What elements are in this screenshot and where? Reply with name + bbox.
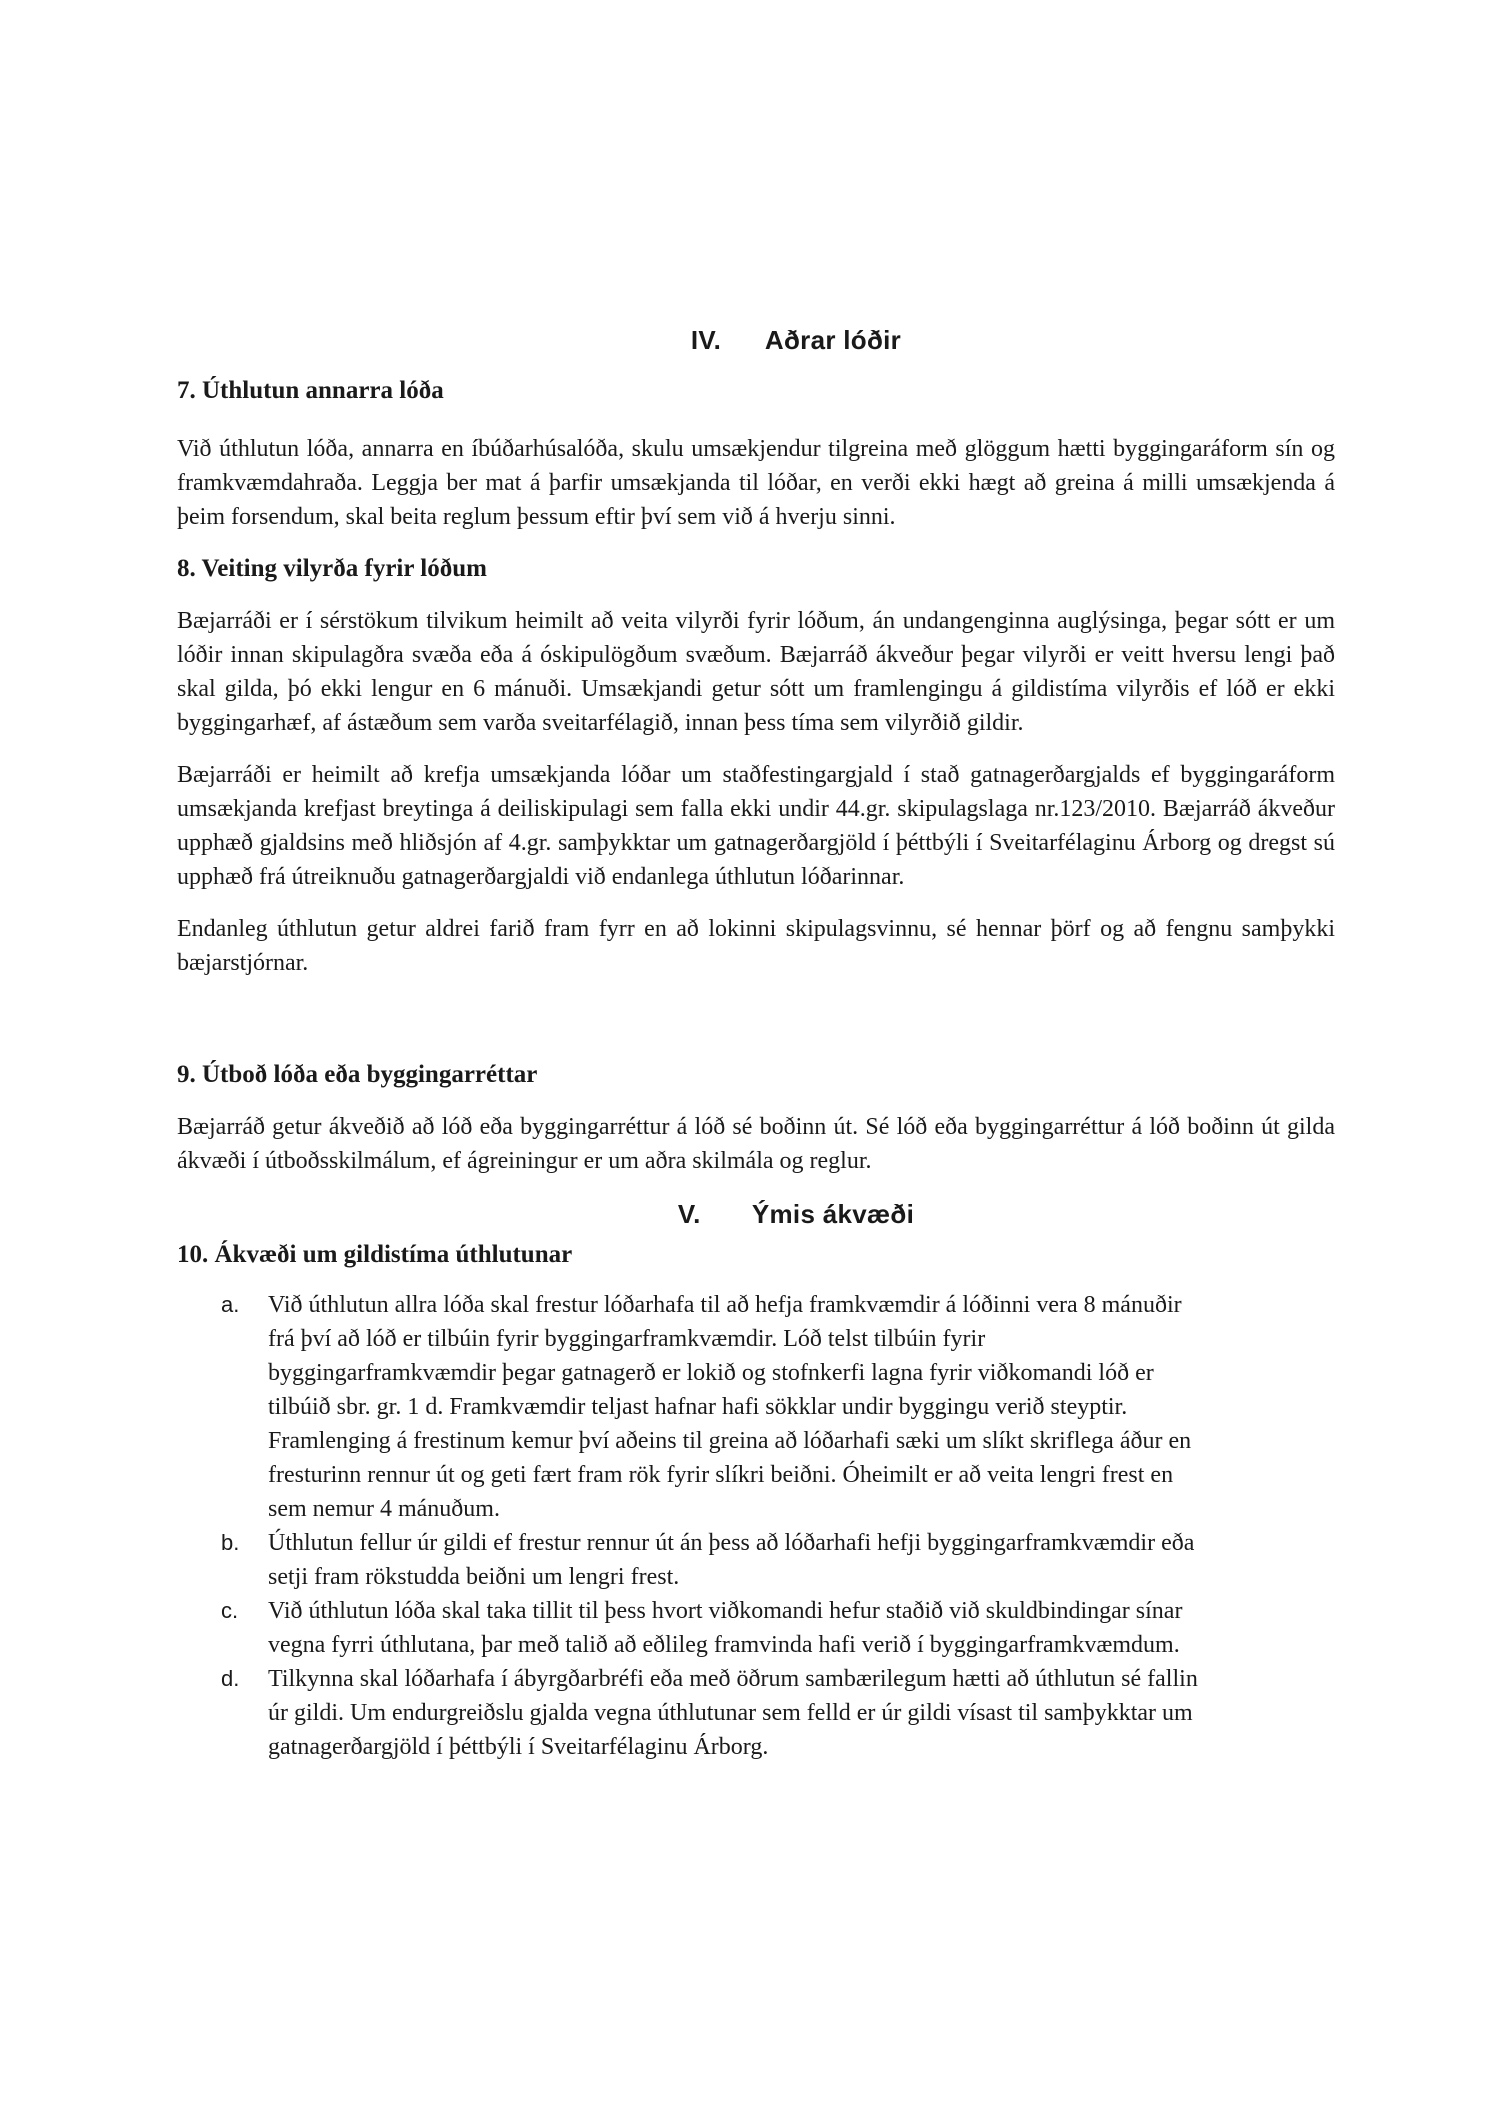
section-8-heading: 8. Veiting vilyrða fyrir lóðum xyxy=(177,555,487,582)
section-7-heading: 7. Úthlutun annarra lóða xyxy=(177,377,444,404)
item-a-line: Framlenging á frestinum kemur því aðeins til greina að lóðarhafi sæki um slíkt skriflega áður en xyxy=(268,1428,1192,1454)
list-item-c xyxy=(177,1594,1335,1662)
section-8-paragraph-3: Endanleg úthlutun getur aldrei farið fram fyrr en að lokinni skipulagsvinnu, sé hennar þörf og að fengnu samþykki bæjarstjórnar. xyxy=(177,916,1335,976)
document-page xyxy=(177,320,1335,1764)
section-10-heading: 10. Ákvæði um gildistíma úthlutunar xyxy=(177,1241,573,1268)
chapter-iv-heading xyxy=(257,320,1335,360)
item-b-line: Úthlutun fellur úr gildi ef frestur rennur út án þess að lóðarhafi hefji byggingarframkvæmdir eða xyxy=(268,1530,1195,1556)
item-a-line: Við úthlutun allra lóða skal frestur lóðarhafa til að hefja framkvæmdir á lóðinni vera 8 mánuðir xyxy=(268,1292,1182,1318)
item-d-line: gatnagerðargjöld í þéttbýli í Sveitarfélaginu Árborg. xyxy=(268,1734,769,1760)
list-marker-b: b. xyxy=(221,1530,240,1555)
section-7-paragraph: Við úthlutun lóða, annarra en íbúðarhúsalóða, skulu umsækjendur tilgreina með glöggum hætti byggingaráform sín og framkvæmdahraða. Leggja ber mat á þarfir umsækjanda til lóðar, en verði ekki hægt að greina á milli umsækjenda á þeim forsendum, skal beita reglum þessum eftir því sem við á hverju sinni. xyxy=(177,436,1335,530)
item-c-line: Við úthlutun lóða skal taka tillit til þess hvort viðkomandi hefur staðið við skuldbindingar sínar xyxy=(268,1598,1183,1624)
item-d-line: úr gildi. Um endurgreiðslu gjalda vegna úthlutunar sem felld er úr gildi vísast til samþykktar um xyxy=(268,1700,1193,1726)
chapter-iv-numeral: IV. xyxy=(690,325,722,355)
section-9-paragraph: Bæjarráð getur ákveðið að lóð eða byggingarréttur á lóð sé boðinn út. Sé lóð eða byggingarréttur á lóð boðinn út gilda ákvæði í útboðsskilmálum, ef ágreiningur er um aðra skilmála og reglur. xyxy=(177,1114,1335,1174)
item-b-line: setji fram rökstudda beiðni um lengri frest. xyxy=(268,1564,680,1590)
section-8-paragraph-1: Bæjarráði er í sérstökum tilvikum heimilt að veita vilyrði fyrir lóðum, án undangenginna auglýsinga, þegar sótt er um lóðir innan skipulagðra svæða eða á óskipulögðum svæðum. Bæjarráð ákveður þegar vilyrði er veitt hversu lengi það skal gilda, þó ekki lengur en 6 mánuði. Umsækjandi getur sótt um framlengingu á gildistíma vilyrðis ef lóð er ekki byggingarhæf, af ástæðum sem varða sveitarfélagið, innan þess tíma sem vilyrðið gildir. xyxy=(177,608,1335,736)
item-c-line: vegna fyrri úthlutana, þar með talið að eðlileg framvinda hafi verið í byggingarframkvæmdum. xyxy=(268,1632,1180,1658)
item-a-line: frá því að lóð er tilbúin fyrir byggingarframkvæmdir. Lóð telst tilbúin fyrir xyxy=(268,1326,986,1352)
section-8-paragraph-2: Bæjarráði er heimilt að krefja umsækjanda lóðar um staðfestingargjald í stað gatnagerðargjalds ef byggingaráform umsækjanda krefjast breytinga á deiliskipulagi sem falla ekki undir 44.gr. skipulagslaga nr.123/2010. Bæjarráð ákveður upphæð gjaldsins með hliðsjón af 4.gr. samþykktar um gatnagerðargjöld í þéttbýli í Sveitarfélaginu Árborg og dregst sú upphæð frá útreiknuðu gatnagerðargjaldi við endanlega úthlutun lóðarinnar. xyxy=(177,762,1335,890)
list-marker-c: c. xyxy=(221,1598,239,1623)
section-10-list xyxy=(177,1288,1335,1764)
item-a-line: tilbúið sbr. gr. 1 d. Framkvæmdir teljast hafnar hafi sökklar undir byggingu verið steyptir. xyxy=(268,1394,1128,1420)
list-marker-a: a. xyxy=(221,1292,240,1317)
item-a-line: sem nemur 4 mánuðum. xyxy=(268,1496,500,1522)
chapter-v-title: Ýmis ákvæði xyxy=(751,1199,915,1229)
list-item-b xyxy=(177,1526,1335,1594)
list-item-d xyxy=(177,1662,1335,1764)
list-item-a xyxy=(177,1288,1335,1526)
item-a-line: byggingarframkvæmdir þegar gatnagerð er lokið og stofnkerfi lagna fyrir viðkomandi lóð er xyxy=(268,1360,1154,1386)
chapter-v-numeral: V. xyxy=(677,1199,701,1229)
item-a-line: fresturinn rennur út og geti fært fram rök fyrir slíkri beiðni. Óheimilt er að veita lengri frest en xyxy=(268,1462,1174,1488)
item-d-line: Tilkynna skal lóðarhafa í ábyrgðarbréfi eða með öðrum sambærilegum hætti að úthlutun sé fallin xyxy=(268,1666,1198,1692)
chapter-iv-title: Aðrar lóðir xyxy=(764,325,902,355)
section-9-heading: 9. Útboð lóða eða byggingarréttar xyxy=(177,1061,538,1088)
list-marker-d: d. xyxy=(221,1666,240,1691)
chapter-v-heading xyxy=(257,1194,1335,1234)
